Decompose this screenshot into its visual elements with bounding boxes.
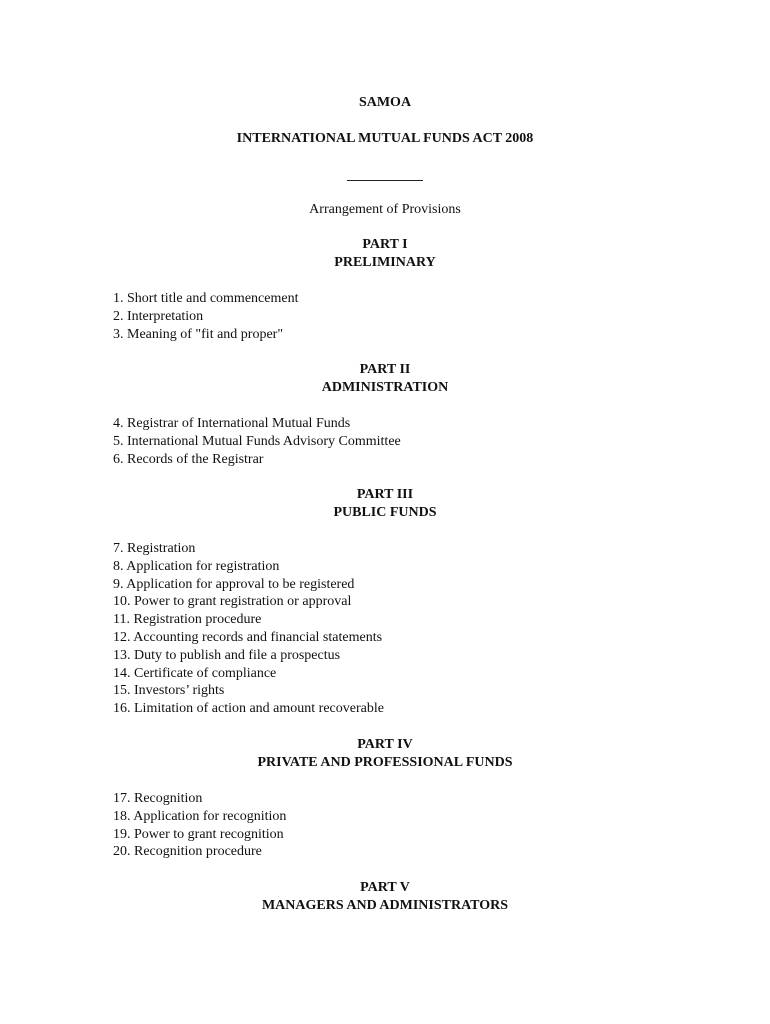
provisions-list <box>113 290 298 343</box>
country-heading: SAMOA <box>358 95 412 110</box>
provision-item: 4. Registrar of International Mutual Funds <box>113 416 351 431</box>
provision-item: 7. Registration <box>113 541 196 556</box>
part-title: PUBLIC FUNDS <box>333 505 437 520</box>
part-heading <box>0 486 770 522</box>
part-title: PRIVATE AND PROFESSIONAL FUNDS <box>257 755 513 770</box>
provision-item: 13. Duty to publish and file a prospectus <box>113 647 341 663</box>
provisions-list <box>113 790 286 861</box>
part-heading <box>0 879 770 915</box>
title-divider <box>347 180 423 181</box>
part-heading <box>0 236 770 272</box>
part-title: ADMINISTRATION <box>321 380 449 395</box>
part-heading <box>0 361 770 397</box>
provision-item: 10. Power to grant registration or approval <box>113 594 352 610</box>
provision-item: 19. Power to grant recognition <box>113 826 284 842</box>
provision-item: 18. Application for recognition <box>113 808 287 824</box>
part-number: PART IV <box>357 737 413 752</box>
provision-item: 8. Application for registration <box>113 558 280 574</box>
provision-item: 2. Interpretation <box>113 308 204 324</box>
provision-item: 11. Registration procedure <box>113 612 262 628</box>
provision-item: 3. Meaning of "fit and proper" <box>113 326 284 342</box>
provision-item: 9. Application for approval to be registered <box>113 576 355 592</box>
part-number: PART II <box>359 362 411 377</box>
provision-item: 20. Recognition procedure <box>113 844 262 860</box>
arrangement-heading: Arrangement of Provisions <box>309 202 461 217</box>
provision-item: 15. Investors’ rights <box>113 683 225 699</box>
provision-item: 14. Certificate of compliance <box>113 665 277 681</box>
provision-item: 12. Accounting records and financial statements <box>113 629 383 645</box>
provision-item: 1. Short title and commencement <box>113 291 299 306</box>
part-heading <box>0 736 770 772</box>
provision-item: 5. International Mutual Funds Advisory Committee <box>113 433 401 449</box>
part-number: PART III <box>356 487 414 502</box>
part-number: PART V <box>360 880 410 895</box>
part-title: MANAGERS AND ADMINISTRATORS <box>261 898 509 913</box>
part-title: PRELIMINARY <box>334 255 436 270</box>
provisions-list <box>113 415 401 468</box>
part-number: PART I <box>362 237 408 252</box>
provision-item: 16. Limitation of action and amount recoverable <box>113 701 384 717</box>
provision-item: 17. Recognition <box>113 791 203 806</box>
act-title: INTERNATIONAL MUTUAL FUNDS ACT 2008 <box>236 131 534 146</box>
provision-item: 6. Records of the Registrar <box>113 451 264 467</box>
provisions-list <box>113 540 384 718</box>
